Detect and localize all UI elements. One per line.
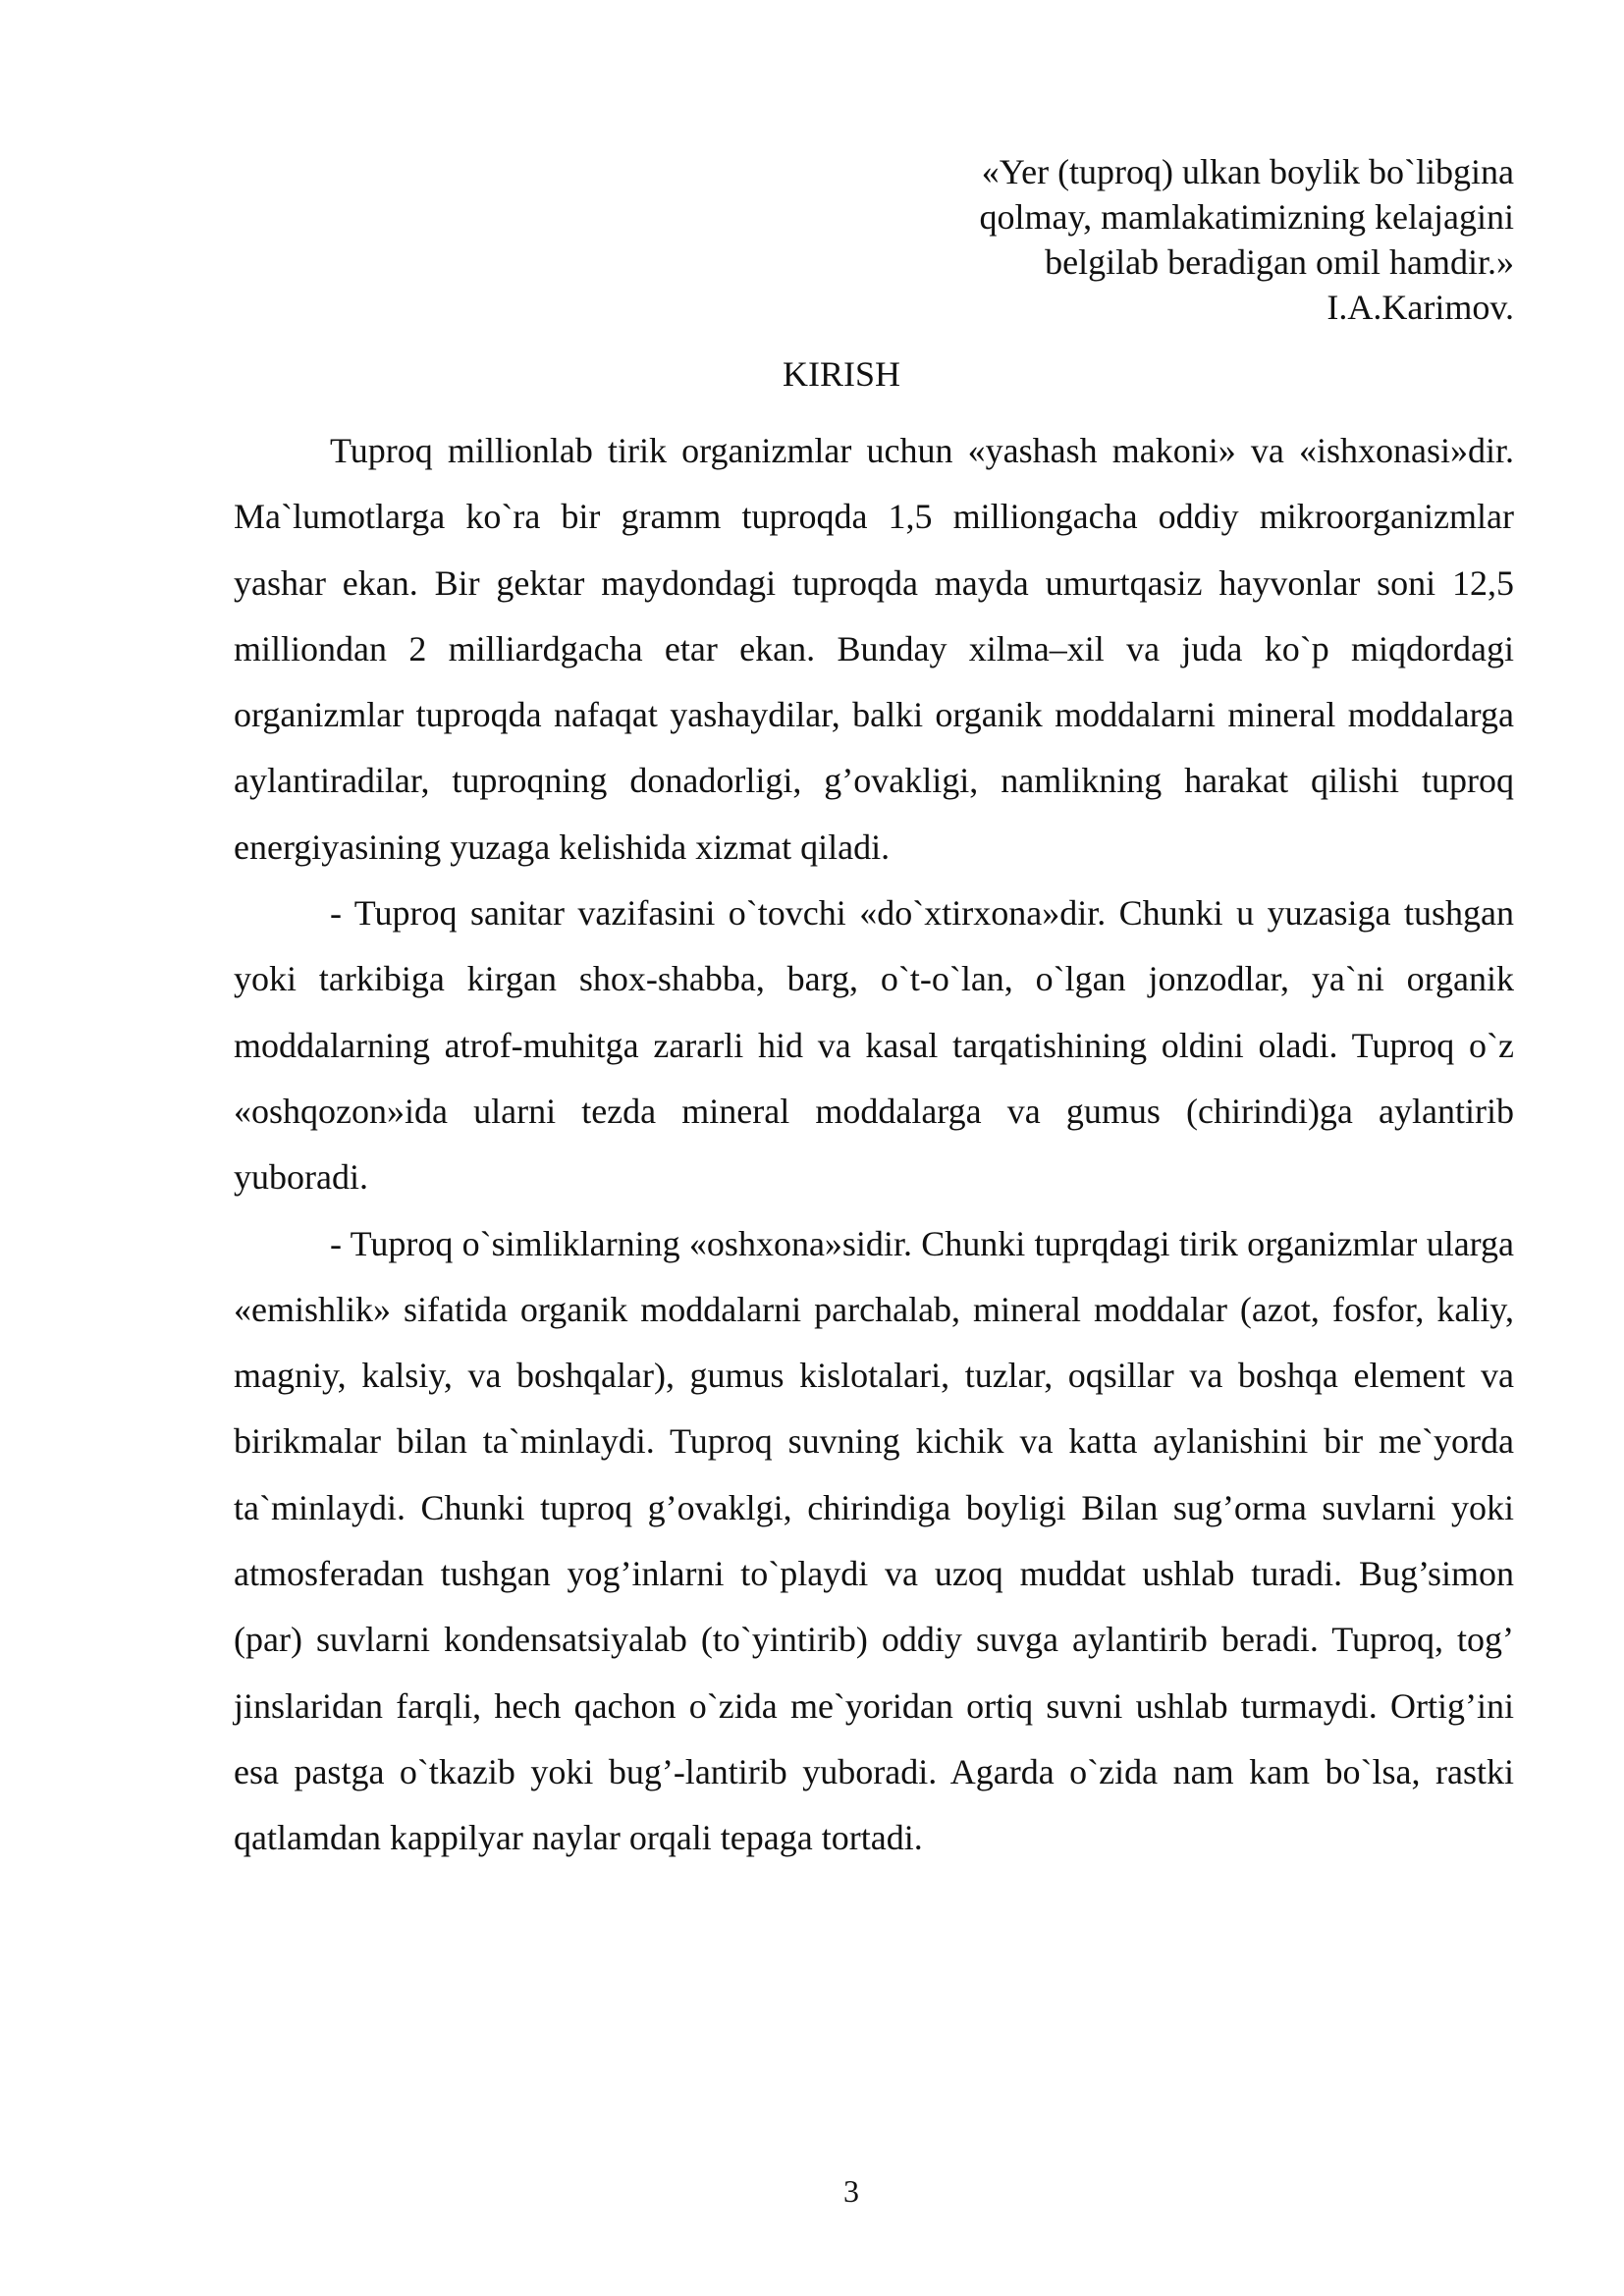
epigraph-line: belgilab beradigan omil hamdir.» — [1045, 242, 1514, 282]
paragraph: - Tuproq sanitar vazifasini o`tovchi «do`xtirxona»dir. Chunki u yuzasiga tushgan yoki tarkibiga kirgan shox-shabba, barg, o`t-o`lan, o`lgan jonzodlar, ya`ni organik moddalarning atrof-muhitga zararli hid va kasal tarqatishining oldini oladi. Tuproq o`z «oshqozon»ida ularni tezda mineral moddalarga va gumus (chirindi)ga aylantirib yuboradi. — [234, 893, 1514, 1198]
paragraph: - Tuproq o`simliklarning «oshxona»sidir. Chunki tuprqdagi tirik organizmlar ularga «emishlik» sifatida organik moddalarni parchalab, mineral moddalar (azot, fosfor, kaliy, magniy, kalsiy, va boshqalar), gumus kislotalari, tuzlar, oqsillar va boshqa element va birikmalar bilan ta`minlaydi. Tuproq suvning kichik va katta aylanishini bir me`yorda ta`minlaydi. Chunki tuproq g’ovaklgi, chirindiga boyligi Bilan sug’orma suvlarni yoki atmosferadan tushgan yog’inlarni to`playdi va uzoq muddat ushlab turadi. Bug’simon (par) suvlarni kondensatsiyalab (to`yintirib) oddiy suvga aylantirib beradi. Tuproq, tog’ jinslaridan farqli, hech qachon o`zida me`yoridan ortiq suvni ushlab turmaydi. Ortig’ini esa pastga o`tkazib yoki bug’-lantirib yuboradi. Agarda o`zida nam kam bo`lsa, rastki qatlamdan kappilyar naylar orqali tepaga tortadi. — [234, 1223, 1514, 1858]
body-text — [234, 418, 1514, 1872]
epigraph-line: qolmay, mamlakatimizning kelajagini — [979, 197, 1514, 237]
page-number: 3 — [843, 2173, 859, 2209]
epigraph — [630, 149, 1514, 330]
section-heading: KIRISH — [782, 354, 900, 394]
paragraph: Tuproq millionlab tirik organizmlar uchun «yashash makoni» va «ishxonasi»dir. Ma`lumotlarga ko`ra bir gramm tuproqda 1,5 milliongacha oddiy mikroorganizmlar yashar ekan. Bir gektar maydondagi tuproqda mayda umurtqasiz hayvonlar soni 12,5 milliondan 2 milliardgacha etar ekan. Bunday xilma–xil va juda ko`p miqdordagi organizmlar tuproqda nafaqat yashaydilar, balki organik moddalarni mineral moddalarga aylantiradilar, tuproqning donadorligi, g’ovakligi, namlikning harakat qilishi tuproq energiyasining yuzaga kelishida xizmat qiladi. — [234, 431, 1514, 867]
epigraph-author: I.A.Karimov. — [1326, 288, 1514, 327]
epigraph-line: «Yer (tuproq) ulkan boylik bo`libgina — [981, 152, 1514, 191]
